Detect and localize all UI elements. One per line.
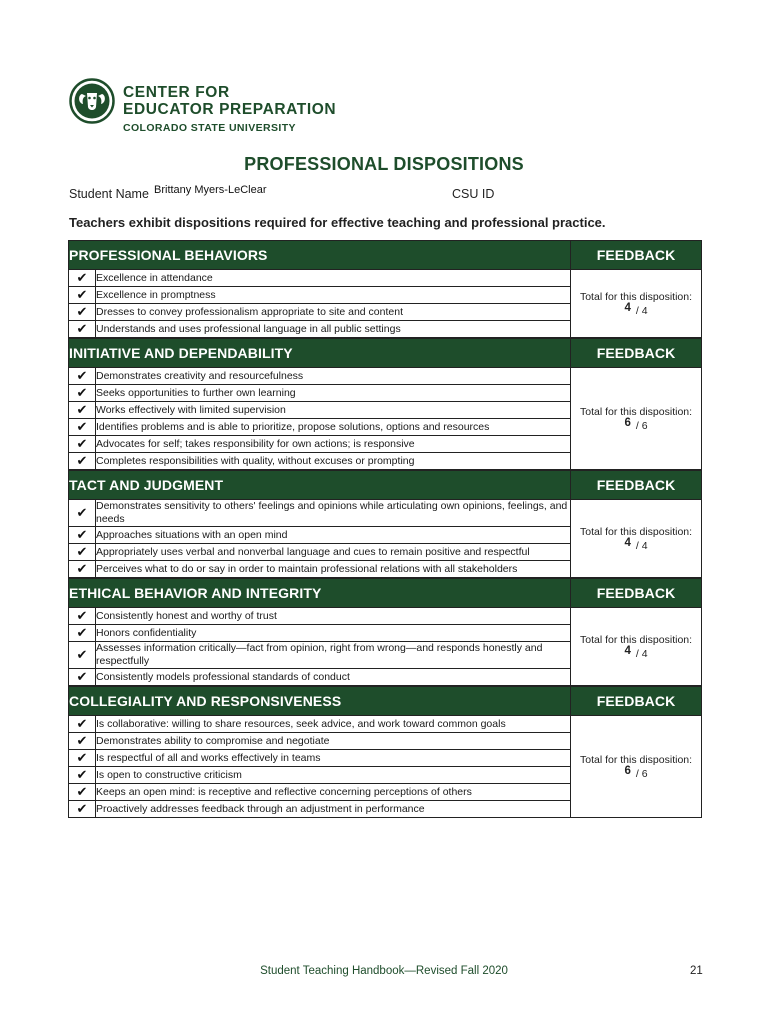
disposition-row (69, 368, 702, 385)
disposition-row (69, 608, 702, 625)
disposition-item: Is open to constructive criticism (96, 767, 571, 784)
section-header-row (69, 579, 702, 608)
score-value[interactable]: 6 (624, 416, 631, 429)
disposition-table (68, 686, 702, 818)
disposition-item: Honors confidentiality (96, 625, 571, 642)
check-icon[interactable]: ✔ (69, 419, 96, 436)
total-label: Total for this disposition: (579, 633, 693, 646)
disposition-item: Demonstrates ability to compromise and negotiate (96, 733, 571, 750)
disposition-item: Approaches situations with an open mind (96, 527, 571, 544)
disposition-item: Consistently honest and worthy of trust (96, 608, 571, 625)
check-icon[interactable]: ✔ (69, 716, 96, 733)
feedback-header: FEEDBACK (571, 579, 702, 608)
feedback-cell (571, 500, 702, 578)
disposition-item: Keeps an open mind: is receptive and reflective concerning perceptions of others (96, 784, 571, 801)
disposition-row (69, 500, 702, 527)
score-max: / 6 (635, 419, 648, 432)
disposition-item: Dresses to convey professionalism appropriate to site and content (96, 304, 571, 321)
section-title: PROFESSIONAL BEHAVIORS (69, 241, 571, 270)
feedback-cell (571, 368, 702, 470)
score-line (571, 536, 701, 552)
check-icon[interactable]: ✔ (69, 784, 96, 801)
score-line (571, 764, 701, 780)
feedback-header: FEEDBACK (571, 687, 702, 716)
disposition-item: Identifies problems and is able to prioritize, propose solutions, options and resources (96, 419, 571, 436)
score-line (571, 301, 701, 317)
check-icon[interactable]: ✔ (69, 436, 96, 453)
check-icon[interactable]: ✔ (69, 625, 96, 642)
check-icon[interactable]: ✔ (69, 801, 96, 818)
disposition-item: Is respectful of all and works effectively in teams (96, 750, 571, 767)
disposition-table (68, 578, 702, 686)
disposition-item: Proactively addresses feedback through an adjustment in performance (96, 801, 571, 818)
check-icon[interactable]: ✔ (69, 527, 96, 544)
dispositions-tables (68, 240, 701, 818)
score-max: / 6 (635, 767, 648, 780)
check-icon[interactable]: ✔ (69, 500, 96, 527)
organization-name (123, 84, 336, 134)
disposition-item: Consistently models professional standards of conduct (96, 669, 571, 686)
feedback-header: FEEDBACK (571, 339, 702, 368)
check-icon[interactable]: ✔ (69, 642, 96, 669)
total-label: Total for this disposition: (579, 525, 693, 538)
check-icon[interactable]: ✔ (69, 561, 96, 578)
ram-head-logo-icon (69, 78, 115, 124)
check-icon[interactable]: ✔ (69, 385, 96, 402)
section-title: INITIATIVE AND DEPENDABILITY (69, 339, 571, 368)
disposition-item: Works effectively with limited supervision (96, 402, 571, 419)
csu-id-label: CSU ID (452, 187, 495, 201)
score-value[interactable]: 4 (624, 644, 631, 657)
total-label: Total for this disposition: (579, 290, 693, 303)
section-header-row (69, 471, 702, 500)
check-icon[interactable]: ✔ (69, 368, 96, 385)
score-value[interactable]: 4 (624, 301, 631, 314)
disposition-item: Excellence in promptness (96, 287, 571, 304)
check-icon[interactable]: ✔ (69, 544, 96, 561)
disposition-table (68, 240, 702, 338)
feedback-header: FEEDBACK (571, 471, 702, 500)
disposition-table (68, 470, 702, 578)
score-value[interactable]: 4 (624, 536, 631, 549)
disposition-item: Advocates for self; takes responsibility for own actions; is responsive (96, 436, 571, 453)
check-icon[interactable]: ✔ (69, 767, 96, 784)
score-value[interactable]: 6 (624, 764, 631, 777)
score-max: / 4 (635, 304, 648, 317)
total-label: Total for this disposition: (579, 405, 693, 418)
section-title: COLLEGIALITY AND RESPONSIVENESS (69, 687, 571, 716)
check-icon[interactable]: ✔ (69, 321, 96, 338)
disposition-item: Completes responsibilities with quality, without excuses or prompting (96, 453, 571, 470)
section-header-row (69, 339, 702, 368)
check-icon[interactable]: ✔ (69, 750, 96, 767)
disposition-item: Understands and uses professional language in all public settings (96, 321, 571, 338)
disposition-item: Is collaborative: willing to share resources, seek advice, and work toward common goals (96, 716, 571, 733)
score-line (571, 416, 701, 432)
disposition-item: Appropriately uses verbal and nonverbal language and cues to remain positive and respectful (96, 544, 571, 561)
disposition-item: Demonstrates creativity and resourcefulness (96, 368, 571, 385)
footer-text: Student Teaching Handbook—Revised Fall 2020 (260, 965, 508, 977)
disposition-table (68, 338, 702, 470)
check-icon[interactable]: ✔ (69, 453, 96, 470)
disposition-row (69, 270, 702, 287)
student-name-value[interactable]: Brittany Myers-LeClear (154, 184, 267, 196)
feedback-cell (571, 270, 702, 338)
org-line-3: COLORADO STATE UNIVERSITY (123, 122, 296, 134)
disposition-row (69, 716, 702, 733)
check-icon[interactable]: ✔ (69, 287, 96, 304)
feedback-header: FEEDBACK (571, 241, 702, 270)
disposition-item: Seeks opportunities to further own learning (96, 385, 571, 402)
score-max: / 4 (635, 647, 648, 660)
disposition-item: Demonstrates sensitivity to others' feelings and opinions while articulating own opinions, feelings, and needs (96, 500, 571, 527)
section-title: TACT AND JUDGMENT (69, 471, 571, 500)
check-icon[interactable]: ✔ (69, 304, 96, 321)
student-name-label: Student Name (69, 187, 149, 201)
check-icon[interactable]: ✔ (69, 402, 96, 419)
feedback-cell (571, 716, 702, 818)
disposition-item: Excellence in attendance (96, 270, 571, 287)
total-label: Total for this disposition: (579, 753, 693, 766)
check-icon[interactable]: ✔ (69, 669, 96, 686)
page-title: PROFESSIONAL DISPOSITIONS (244, 154, 524, 174)
feedback-cell (571, 608, 702, 686)
disposition-item: Perceives what to do or say in order to maintain professional relations with all stakeholders (96, 561, 571, 578)
check-icon[interactable]: ✔ (69, 733, 96, 750)
section-header-row (69, 687, 702, 716)
page-number: 21 (690, 965, 703, 977)
check-icon[interactable]: ✔ (69, 270, 96, 287)
org-line-2: EDUCATOR PREPARATION (123, 101, 337, 118)
section-header-row (69, 241, 702, 270)
section-title: ETHICAL BEHAVIOR AND INTEGRITY (69, 579, 571, 608)
org-line-1: CENTER FOR (123, 84, 230, 101)
disposition-item: Assesses information critically—fact from opinion, right from wrong—and responds honestly and respectfully (96, 642, 571, 669)
score-line (571, 644, 701, 660)
score-max: / 4 (635, 539, 648, 552)
check-icon[interactable]: ✔ (69, 608, 96, 625)
intro-text: Teachers exhibit dispositions required for effective teaching and professional practice. (69, 215, 606, 230)
